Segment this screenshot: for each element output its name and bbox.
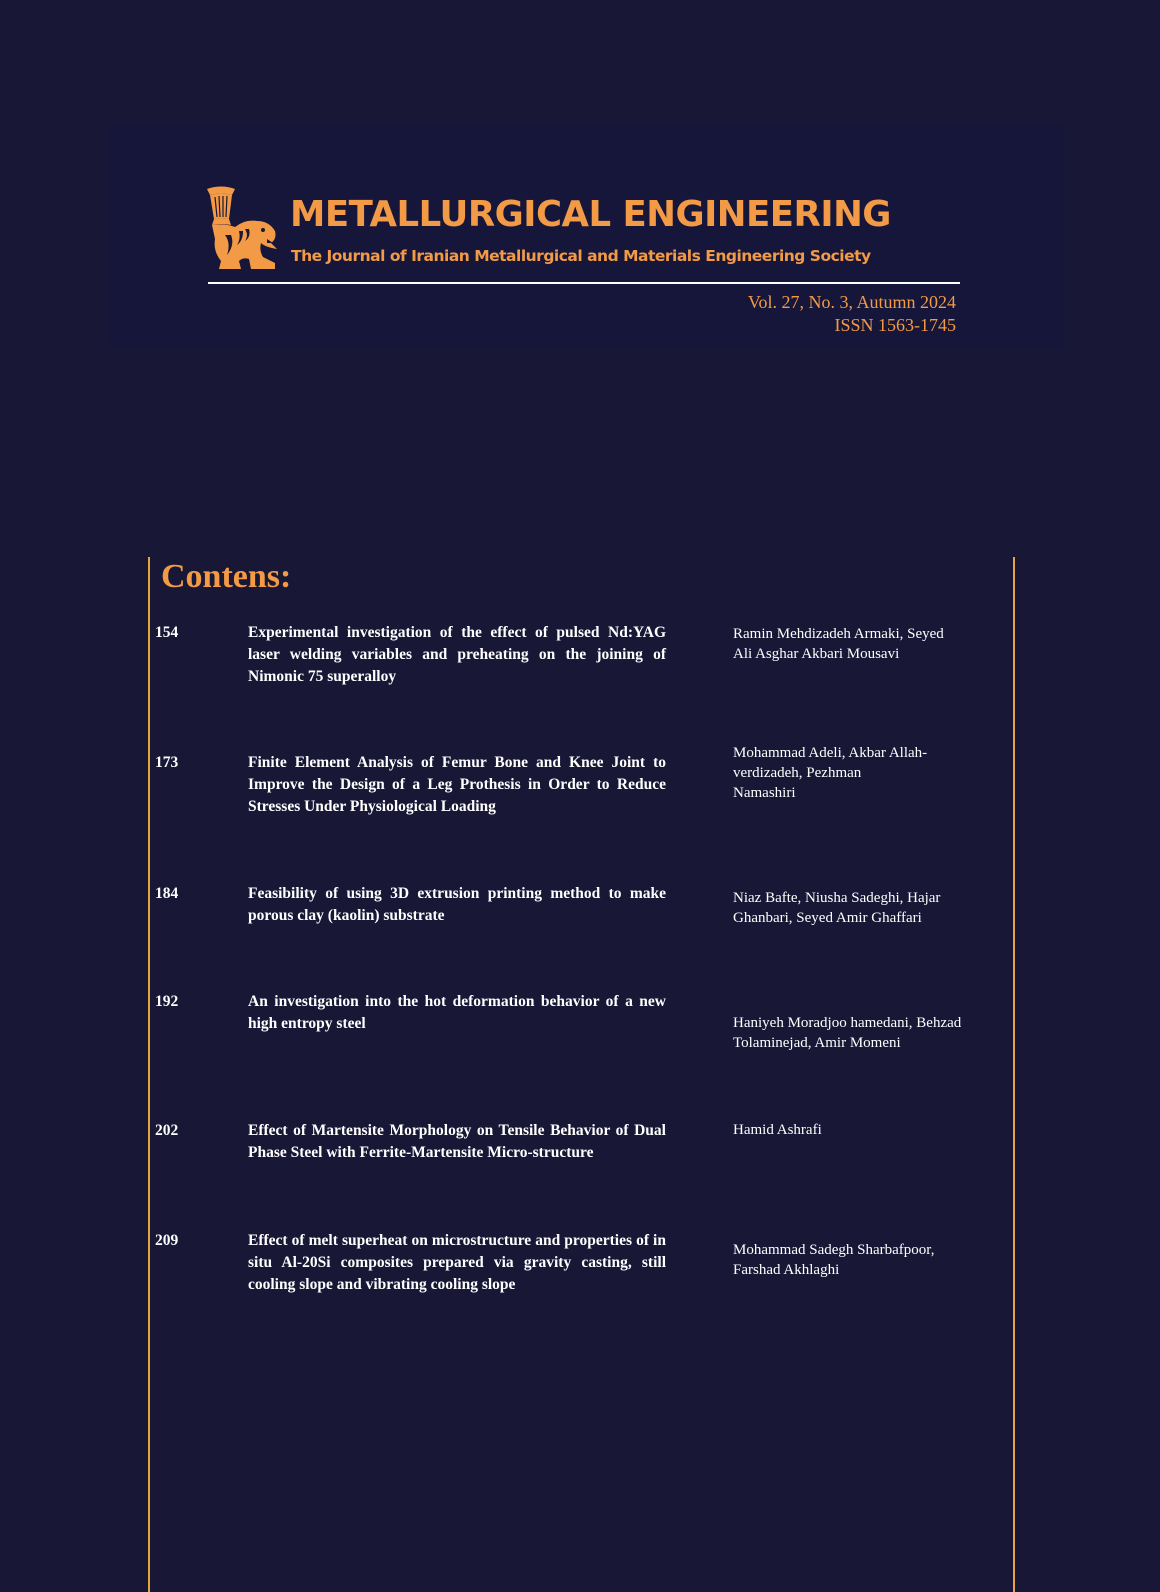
toc-page-number: 184: [155, 885, 179, 902]
author-line: Mohammad Adeli, Akbar Allah-: [733, 745, 928, 761]
toc-page-number: 154: [155, 624, 179, 641]
author-line: Ghanbari, Seyed Amir Ghaffari: [733, 910, 922, 926]
author-line: Haniyeh Moradjoo hamedani, Behzad: [733, 1015, 962, 1031]
author-line: Ramin Mehdizadeh Armaki, Seyed: [733, 626, 944, 642]
toc-page-number: 202: [155, 1122, 179, 1139]
rhyton-lion-logo-icon: [205, 185, 290, 271]
issn-label: ISSN 1563-1745: [834, 315, 956, 335]
toc-authors: [733, 1120, 1003, 1140]
toc-authors: [733, 1013, 1003, 1053]
toc-page-number: 173: [155, 754, 179, 771]
masthead: [205, 185, 960, 285]
author-line: Mohammad Sadegh Sharbafpoor,: [733, 1242, 935, 1258]
journal-subtitle: The Journal of Iranian Metallurgical and Materials Engineering Society: [291, 247, 871, 265]
contents-heading: Contens:: [161, 558, 292, 595]
toc-article-title: Effect of Martensite Morphology on Tensile Behavior of Dual Phase Steel with Ferrite-Martensite Micro-structure: [248, 1122, 666, 1161]
toc-article-title: Finite Element Analysis of Femur Bone and Knee Joint to Improve the Design of a Leg Prothesis in Order to Reduce Stresses Under Physiological Loading: [248, 754, 666, 815]
author-line: Ali Asghar Akbari Mousavi: [733, 646, 900, 662]
toc-page-number: 192: [155, 993, 179, 1010]
toc-authors: [733, 624, 1003, 664]
toc-authors: [733, 888, 1003, 928]
author-line: Tolaminejad, Amir Momeni: [733, 1035, 901, 1051]
toc-authors: [733, 1240, 1003, 1280]
toc-article-title: Feasibility of using 3D extrusion printing method to make porous clay (kaolin) substrate: [248, 885, 666, 924]
toc-article-title: Experimental investigation of the effect of pulsed Nd:YAG laser welding variables and preheating on the joining of Nimonic 75 superalloy: [248, 624, 666, 685]
issue-info: [748, 291, 956, 337]
author-line: Namashiri: [733, 785, 796, 801]
toc-article-title: Effect of melt superheat on microstructure and properties of in situ Al-20Si composites prepared via gravity casting, still cooling slope and vibrating cooling slope: [248, 1232, 666, 1293]
toc-article-title: An investigation into the hot deformation behavior of a new high entropy steel: [248, 993, 666, 1032]
author-line: Hamid Ashrafi: [733, 1122, 822, 1138]
contents-frame: [148, 557, 1015, 1592]
author-line: verdizadeh, Pezhman: [733, 765, 862, 781]
toc-page-number: 209: [155, 1232, 179, 1249]
journal-title: METALLURGICAL ENGINEERING: [290, 194, 891, 235]
masthead-divider: [208, 282, 960, 284]
author-line: Niaz Bafte, Niusha Sadeghi, Hajar: [733, 890, 941, 906]
author-line: Farshad Akhlaghi: [733, 1262, 840, 1278]
toc-authors: [733, 743, 1003, 803]
volume-label: Vol. 27, No. 3, Autumn 2024: [747, 292, 956, 312]
